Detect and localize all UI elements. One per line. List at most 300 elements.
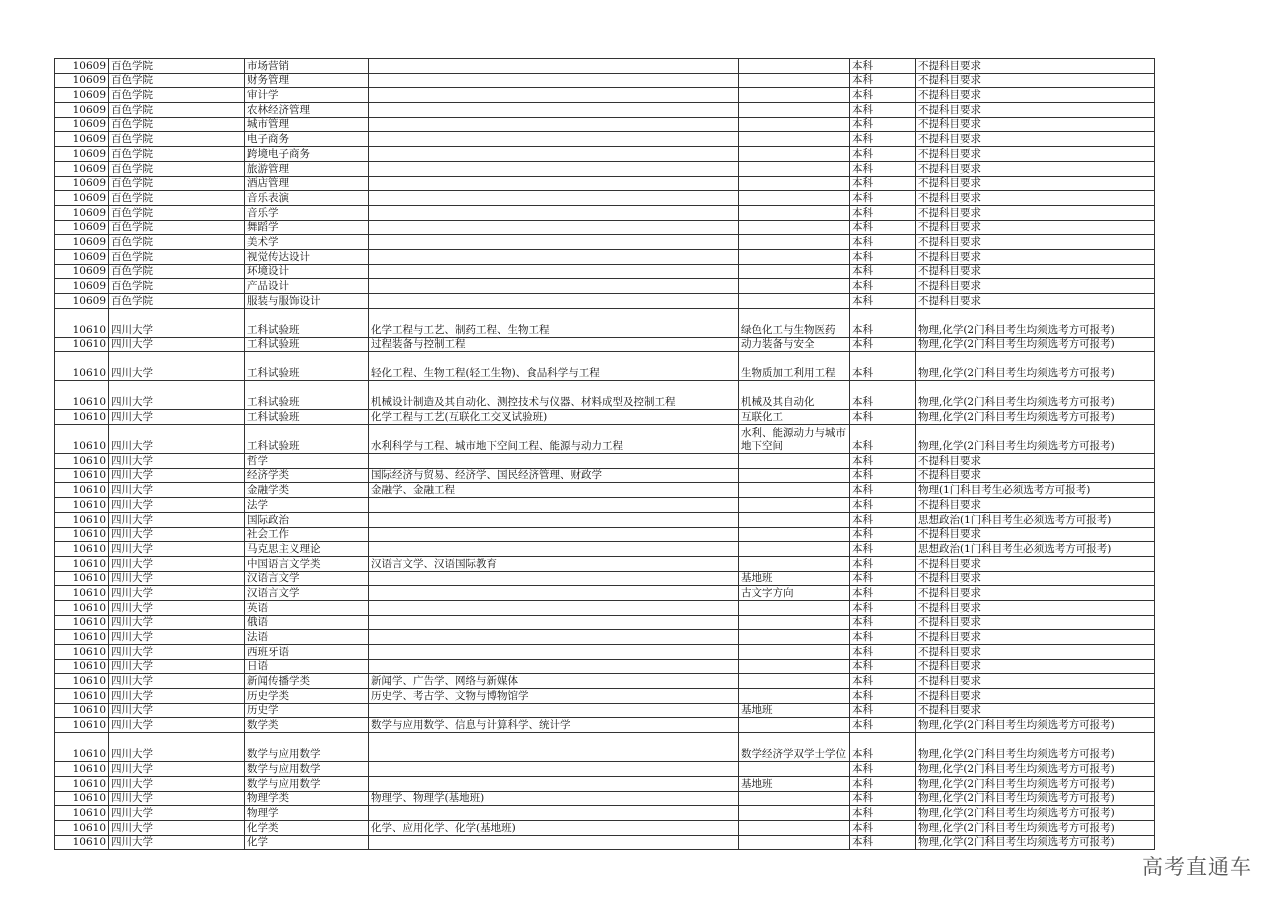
school-code-cell: 10609 xyxy=(55,249,109,264)
school-name-cell: 百色学院 xyxy=(109,205,245,220)
school-name-cell: 四川大学 xyxy=(109,835,245,850)
level-cell: 本科 xyxy=(850,205,916,220)
included-majors-cell: 物理学、物理学(基地班) xyxy=(369,791,739,806)
major-name-cell: 工科试验班 xyxy=(245,337,369,352)
school-code-cell: 10610 xyxy=(55,468,109,483)
included-majors-cell xyxy=(369,279,739,294)
school-code-cell: 10610 xyxy=(55,527,109,542)
school-code-cell: 10609 xyxy=(55,59,109,74)
included-majors-cell xyxy=(369,645,739,660)
school-name-cell: 百色学院 xyxy=(109,88,245,103)
subject-requirement-cell: 不提科目要求 xyxy=(916,689,1155,704)
major-name-cell: 数学与应用数学 xyxy=(245,733,369,762)
included-majors-cell xyxy=(369,73,739,88)
track-note-cell xyxy=(739,220,850,235)
subject-requirement-cell: 不提科目要求 xyxy=(916,88,1155,103)
level-cell: 本科 xyxy=(850,220,916,235)
level-cell: 本科 xyxy=(850,483,916,498)
included-majors-cell xyxy=(369,249,739,264)
major-name-cell: 财务管理 xyxy=(245,73,369,88)
track-note-cell xyxy=(739,498,850,513)
track-note-cell xyxy=(739,117,850,132)
track-note-cell: 互联化工 xyxy=(739,410,850,425)
subject-requirement-cell: 不提科目要求 xyxy=(916,103,1155,118)
school-code-cell: 10609 xyxy=(55,220,109,235)
school-name-cell: 四川大学 xyxy=(109,425,245,454)
level-cell: 本科 xyxy=(850,791,916,806)
included-majors-cell: 历史学、考古学、文物与博物馆学 xyxy=(369,689,739,704)
included-majors-cell: 汉语言文学、汉语国际教育 xyxy=(369,556,739,571)
school-name-cell: 百色学院 xyxy=(109,147,245,162)
table-row xyxy=(55,600,1155,615)
track-note-cell xyxy=(739,468,850,483)
school-name-cell: 四川大学 xyxy=(109,352,245,381)
school-name-cell: 四川大学 xyxy=(109,337,245,352)
school-code-cell: 10610 xyxy=(55,659,109,674)
included-majors-cell: 金融学、金融工程 xyxy=(369,483,739,498)
track-note-cell xyxy=(739,249,850,264)
level-cell: 本科 xyxy=(850,806,916,821)
major-name-cell: 工科试验班 xyxy=(245,410,369,425)
level-cell: 本科 xyxy=(850,161,916,176)
level-cell: 本科 xyxy=(850,498,916,513)
subject-requirement-cell: 不提科目要求 xyxy=(916,498,1155,513)
school-name-cell: 四川大学 xyxy=(109,498,245,513)
subject-requirement-cell: 物理,化学(2门科目考生均须选考方可报考) xyxy=(916,352,1155,381)
table-row xyxy=(55,132,1155,147)
school-name-cell: 百色学院 xyxy=(109,176,245,191)
school-code-cell: 10609 xyxy=(55,88,109,103)
subject-requirement-cell: 不提科目要求 xyxy=(916,630,1155,645)
table-row xyxy=(55,249,1155,264)
table-row xyxy=(55,762,1155,777)
school-code-cell: 10610 xyxy=(55,835,109,850)
school-code-cell: 10609 xyxy=(55,205,109,220)
school-code-cell: 10609 xyxy=(55,235,109,250)
level-cell: 本科 xyxy=(850,132,916,147)
track-note-cell xyxy=(739,674,850,689)
school-code-cell: 10610 xyxy=(55,806,109,821)
major-name-cell: 物理学 xyxy=(245,806,369,821)
subject-requirement-cell: 不提科目要求 xyxy=(916,191,1155,206)
subject-requirement-cell: 不提科目要求 xyxy=(916,264,1155,279)
track-note-cell xyxy=(739,132,850,147)
major-name-cell: 法语 xyxy=(245,630,369,645)
school-code-cell: 10610 xyxy=(55,498,109,513)
included-majors-cell xyxy=(369,542,739,557)
school-code-cell: 10610 xyxy=(55,381,109,410)
table-row xyxy=(55,615,1155,630)
major-name-cell: 跨境电子商务 xyxy=(245,147,369,162)
school-name-cell: 四川大学 xyxy=(109,718,245,733)
major-name-cell: 工科试验班 xyxy=(245,425,369,454)
level-cell: 本科 xyxy=(850,600,916,615)
major-name-cell: 电子商务 xyxy=(245,132,369,147)
table-row xyxy=(55,73,1155,88)
subject-requirement-cell: 不提科目要求 xyxy=(916,659,1155,674)
school-code-cell: 10609 xyxy=(55,279,109,294)
school-code-cell: 10610 xyxy=(55,571,109,586)
track-note-cell: 水利、能源动力与城市地下空间 xyxy=(739,425,850,454)
subject-requirement-cell: 不提科目要求 xyxy=(916,674,1155,689)
included-majors-cell: 水利科学与工程、城市地下空间工程、能源与动力工程 xyxy=(369,425,739,454)
level-cell: 本科 xyxy=(850,820,916,835)
subject-requirement-cell: 不提科目要求 xyxy=(916,600,1155,615)
included-majors-cell xyxy=(369,88,739,103)
table-row xyxy=(55,645,1155,660)
table-row xyxy=(55,659,1155,674)
included-majors-cell xyxy=(369,762,739,777)
table-row xyxy=(55,176,1155,191)
track-note-cell xyxy=(739,556,850,571)
level-cell: 本科 xyxy=(850,776,916,791)
level-cell: 本科 xyxy=(850,294,916,309)
level-cell: 本科 xyxy=(850,689,916,704)
level-cell: 本科 xyxy=(850,88,916,103)
included-majors-cell: 轻化工程、生物工程(轻工生物)、食品科学与工程 xyxy=(369,352,739,381)
major-name-cell: 酒店管理 xyxy=(245,176,369,191)
included-majors-cell xyxy=(369,659,739,674)
school-name-cell: 四川大学 xyxy=(109,468,245,483)
major-name-cell: 金融学类 xyxy=(245,483,369,498)
track-note-cell xyxy=(739,762,850,777)
major-name-cell: 美术学 xyxy=(245,235,369,250)
track-note-cell xyxy=(739,615,850,630)
included-majors-cell xyxy=(369,703,739,718)
major-name-cell: 历史学类 xyxy=(245,689,369,704)
major-name-cell: 视觉传达设计 xyxy=(245,249,369,264)
included-majors-cell xyxy=(369,600,739,615)
subject-requirement-cell: 不提科目要求 xyxy=(916,147,1155,162)
major-name-cell: 数学与应用数学 xyxy=(245,776,369,791)
included-majors-cell xyxy=(369,806,739,821)
school-name-cell: 四川大学 xyxy=(109,733,245,762)
major-name-cell: 音乐表演 xyxy=(245,191,369,206)
included-majors-cell xyxy=(369,161,739,176)
track-note-cell xyxy=(739,718,850,733)
school-name-cell: 四川大学 xyxy=(109,659,245,674)
included-majors-cell xyxy=(369,512,739,527)
table-row xyxy=(55,733,1155,762)
school-code-cell: 10610 xyxy=(55,483,109,498)
major-name-cell: 数学类 xyxy=(245,718,369,733)
track-note-cell xyxy=(739,454,850,469)
track-note-cell xyxy=(739,235,850,250)
included-majors-cell: 数学与应用数学、信息与计算科学、统计学 xyxy=(369,718,739,733)
school-name-cell: 百色学院 xyxy=(109,73,245,88)
table-body xyxy=(55,59,1155,850)
school-code-cell: 10609 xyxy=(55,132,109,147)
school-name-cell: 四川大学 xyxy=(109,600,245,615)
table-row xyxy=(55,88,1155,103)
table-row xyxy=(55,381,1155,410)
school-code-cell: 10609 xyxy=(55,294,109,309)
level-cell: 本科 xyxy=(850,279,916,294)
subject-requirement-cell: 物理,化学(2门科目考生均须选考方可报考) xyxy=(916,381,1155,410)
level-cell: 本科 xyxy=(850,630,916,645)
school-name-cell: 四川大学 xyxy=(109,454,245,469)
subject-requirement-cell: 物理,化学(2门科目考生均须选考方可报考) xyxy=(916,820,1155,835)
school-name-cell: 四川大学 xyxy=(109,542,245,557)
major-name-cell: 中国语言文学类 xyxy=(245,556,369,571)
school-name-cell: 四川大学 xyxy=(109,791,245,806)
included-majors-cell: 化学工程与工艺、制药工程、生物工程 xyxy=(369,308,739,337)
included-majors-cell xyxy=(369,117,739,132)
major-name-cell: 新闻传播学类 xyxy=(245,674,369,689)
school-code-cell: 10610 xyxy=(55,689,109,704)
major-name-cell: 物理学类 xyxy=(245,791,369,806)
subject-requirement-cell: 不提科目要求 xyxy=(916,73,1155,88)
subject-requirement-cell: 思想政治(1门科目考生必须选考方可报考) xyxy=(916,512,1155,527)
subject-requirement-cell: 不提科目要求 xyxy=(916,132,1155,147)
level-cell: 本科 xyxy=(850,733,916,762)
school-name-cell: 四川大学 xyxy=(109,308,245,337)
level-cell: 本科 xyxy=(850,381,916,410)
school-name-cell: 四川大学 xyxy=(109,674,245,689)
track-note-cell xyxy=(739,161,850,176)
table-row xyxy=(55,279,1155,294)
level-cell: 本科 xyxy=(850,645,916,660)
table-row xyxy=(55,571,1155,586)
level-cell: 本科 xyxy=(850,674,916,689)
level-cell: 本科 xyxy=(850,191,916,206)
level-cell: 本科 xyxy=(850,454,916,469)
level-cell: 本科 xyxy=(850,147,916,162)
major-name-cell: 音乐学 xyxy=(245,205,369,220)
school-code-cell: 10610 xyxy=(55,454,109,469)
level-cell: 本科 xyxy=(850,103,916,118)
table-row xyxy=(55,191,1155,206)
school-name-cell: 百色学院 xyxy=(109,249,245,264)
included-majors-cell xyxy=(369,59,739,74)
table-row xyxy=(55,820,1155,835)
included-majors-cell xyxy=(369,147,739,162)
included-majors-cell xyxy=(369,454,739,469)
track-note-cell xyxy=(739,103,850,118)
table-row xyxy=(55,703,1155,718)
major-name-cell: 工科试验班 xyxy=(245,308,369,337)
school-code-cell: 10610 xyxy=(55,512,109,527)
major-name-cell: 产品设计 xyxy=(245,279,369,294)
track-note-cell xyxy=(739,205,850,220)
major-name-cell: 经济学类 xyxy=(245,468,369,483)
school-name-cell: 四川大学 xyxy=(109,556,245,571)
school-code-cell: 10609 xyxy=(55,147,109,162)
major-name-cell: 工科试验班 xyxy=(245,381,369,410)
level-cell: 本科 xyxy=(850,264,916,279)
school-code-cell: 10610 xyxy=(55,674,109,689)
subject-requirement-cell: 不提科目要求 xyxy=(916,235,1155,250)
subject-requirement-cell: 不提科目要求 xyxy=(916,279,1155,294)
school-name-cell: 百色学院 xyxy=(109,103,245,118)
major-name-cell: 社会工作 xyxy=(245,527,369,542)
subject-requirement-cell: 不提科目要求 xyxy=(916,454,1155,469)
subject-requirement-cell: 不提科目要求 xyxy=(916,645,1155,660)
track-note-cell xyxy=(739,483,850,498)
track-note-cell xyxy=(739,835,850,850)
school-name-cell: 四川大学 xyxy=(109,615,245,630)
school-code-cell: 10610 xyxy=(55,615,109,630)
track-note-cell: 生物质加工利用工程 xyxy=(739,352,850,381)
subject-requirement-cell: 不提科目要求 xyxy=(916,161,1155,176)
table-row xyxy=(55,161,1155,176)
track-note-cell: 基地班 xyxy=(739,776,850,791)
school-code-cell: 10610 xyxy=(55,762,109,777)
included-majors-cell xyxy=(369,571,739,586)
table-row xyxy=(55,337,1155,352)
major-name-cell: 汉语言文学 xyxy=(245,586,369,601)
track-note-cell xyxy=(739,791,850,806)
school-name-cell: 四川大学 xyxy=(109,806,245,821)
included-majors-cell xyxy=(369,527,739,542)
school-code-cell: 10610 xyxy=(55,352,109,381)
school-code-cell: 10610 xyxy=(55,600,109,615)
included-majors-cell xyxy=(369,294,739,309)
track-note-cell xyxy=(739,294,850,309)
track-note-cell xyxy=(739,542,850,557)
major-name-cell: 审计学 xyxy=(245,88,369,103)
table-row xyxy=(55,308,1155,337)
table-row xyxy=(55,103,1155,118)
table-row xyxy=(55,468,1155,483)
track-note-cell: 数学经济学双学士学位 xyxy=(739,733,850,762)
table-row xyxy=(55,294,1155,309)
included-majors-cell: 新闻学、广告学、网络与新媒体 xyxy=(369,674,739,689)
major-name-cell: 西班牙语 xyxy=(245,645,369,660)
level-cell: 本科 xyxy=(850,176,916,191)
subject-requirement-cell: 不提科目要求 xyxy=(916,249,1155,264)
school-code-cell: 10610 xyxy=(55,645,109,660)
school-code-cell: 10610 xyxy=(55,630,109,645)
track-note-cell: 绿色化工与生物医药 xyxy=(739,308,850,337)
subject-requirement-cell: 不提科目要求 xyxy=(916,117,1155,132)
included-majors-cell: 过程装备与控制工程 xyxy=(369,337,739,352)
track-note-cell: 动力装备与安全 xyxy=(739,337,850,352)
level-cell: 本科 xyxy=(850,117,916,132)
table-row xyxy=(55,264,1155,279)
school-code-cell: 10610 xyxy=(55,542,109,557)
subject-requirement-cell: 不提科目要求 xyxy=(916,205,1155,220)
included-majors-cell xyxy=(369,776,739,791)
school-code-cell: 10610 xyxy=(55,776,109,791)
subject-requirement-cell: 物理,化学(2门科目考生均须选考方可报考) xyxy=(916,791,1155,806)
watermark-text: 高考直通车 xyxy=(1142,855,1252,879)
table-row xyxy=(55,483,1155,498)
track-note-cell xyxy=(739,191,850,206)
school-code-cell: 10610 xyxy=(55,410,109,425)
subject-requirement-cell: 不提科目要求 xyxy=(916,571,1155,586)
table-row xyxy=(55,454,1155,469)
level-cell: 本科 xyxy=(850,571,916,586)
included-majors-cell: 化学工程与工艺(互联化工交叉试验班) xyxy=(369,410,739,425)
table-row xyxy=(55,586,1155,601)
major-name-cell: 服装与服饰设计 xyxy=(245,294,369,309)
school-name-cell: 百色学院 xyxy=(109,191,245,206)
included-majors-cell xyxy=(369,586,739,601)
major-name-cell: 俄语 xyxy=(245,615,369,630)
level-cell: 本科 xyxy=(850,410,916,425)
school-code-cell: 10610 xyxy=(55,718,109,733)
admissions-table xyxy=(54,58,1155,850)
level-cell: 本科 xyxy=(850,59,916,74)
major-name-cell: 城市管理 xyxy=(245,117,369,132)
school-code-cell: 10609 xyxy=(55,176,109,191)
major-name-cell: 日语 xyxy=(245,659,369,674)
track-note-cell xyxy=(739,88,850,103)
subject-requirement-cell: 物理,化学(2门科目考生均须选考方可报考) xyxy=(916,776,1155,791)
table-row xyxy=(55,835,1155,850)
level-cell: 本科 xyxy=(850,308,916,337)
level-cell: 本科 xyxy=(850,73,916,88)
school-code-cell: 10609 xyxy=(55,161,109,176)
table-row xyxy=(55,527,1155,542)
major-name-cell: 哲学 xyxy=(245,454,369,469)
track-note-cell xyxy=(739,59,850,74)
school-name-cell: 百色学院 xyxy=(109,220,245,235)
level-cell: 本科 xyxy=(850,542,916,557)
school-code-cell: 10609 xyxy=(55,264,109,279)
school-name-cell: 百色学院 xyxy=(109,235,245,250)
subject-requirement-cell: 不提科目要求 xyxy=(916,176,1155,191)
major-name-cell: 舞蹈学 xyxy=(245,220,369,235)
track-note-cell xyxy=(739,820,850,835)
track-note-cell xyxy=(739,806,850,821)
school-code-cell: 10610 xyxy=(55,425,109,454)
subject-requirement-cell: 不提科目要求 xyxy=(916,59,1155,74)
major-name-cell: 农林经济管理 xyxy=(245,103,369,118)
major-name-cell: 法学 xyxy=(245,498,369,513)
table-row xyxy=(55,512,1155,527)
school-name-cell: 百色学院 xyxy=(109,294,245,309)
school-name-cell: 百色学院 xyxy=(109,279,245,294)
subject-requirement-cell: 不提科目要求 xyxy=(916,703,1155,718)
subject-requirement-cell: 物理,化学(2门科目考生均须选考方可报考) xyxy=(916,410,1155,425)
level-cell: 本科 xyxy=(850,235,916,250)
subject-requirement-cell: 不提科目要求 xyxy=(916,615,1155,630)
subject-requirement-cell: 物理,化学(2门科目考生均须选考方可报考) xyxy=(916,733,1155,762)
major-name-cell: 旅游管理 xyxy=(245,161,369,176)
major-name-cell: 化学类 xyxy=(245,820,369,835)
track-note-cell: 机械及其自动化 xyxy=(739,381,850,410)
table-row xyxy=(55,59,1155,74)
included-majors-cell xyxy=(369,615,739,630)
level-cell: 本科 xyxy=(850,762,916,777)
school-name-cell: 百色学院 xyxy=(109,59,245,74)
included-majors-cell xyxy=(369,264,739,279)
subject-requirement-cell: 不提科目要求 xyxy=(916,586,1155,601)
track-note-cell xyxy=(739,279,850,294)
school-name-cell: 四川大学 xyxy=(109,703,245,718)
level-cell: 本科 xyxy=(850,835,916,850)
school-code-cell: 10610 xyxy=(55,337,109,352)
school-name-cell: 四川大学 xyxy=(109,381,245,410)
subject-requirement-cell: 物理,化学(2门科目考生均须选考方可报考) xyxy=(916,806,1155,821)
subject-requirement-cell: 不提科目要求 xyxy=(916,294,1155,309)
school-name-cell: 四川大学 xyxy=(109,483,245,498)
table-row xyxy=(55,689,1155,704)
included-majors-cell xyxy=(369,835,739,850)
school-code-cell: 10610 xyxy=(55,308,109,337)
school-name-cell: 四川大学 xyxy=(109,776,245,791)
school-code-cell: 10609 xyxy=(55,191,109,206)
subject-requirement-cell: 不提科目要求 xyxy=(916,556,1155,571)
level-cell: 本科 xyxy=(850,527,916,542)
school-code-cell: 10610 xyxy=(55,703,109,718)
level-cell: 本科 xyxy=(850,556,916,571)
major-name-cell: 工科试验班 xyxy=(245,352,369,381)
track-note-cell xyxy=(739,73,850,88)
track-note-cell xyxy=(739,630,850,645)
